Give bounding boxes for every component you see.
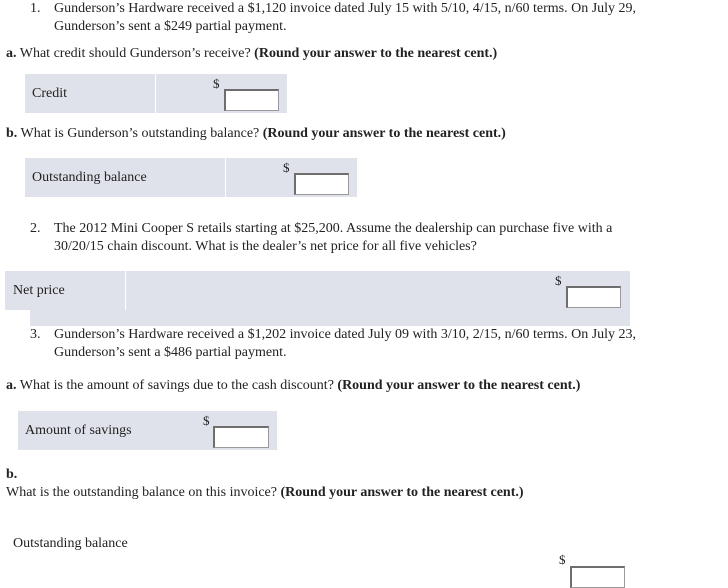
part-b-letter-line	[6, 466, 17, 484]
round-instruction: (Round your answer to the nearest cent.)	[262, 126, 506, 141]
net-price-answer-cell	[125, 271, 630, 310]
round-instruction: (Round your answer to the nearest cent.)	[337, 378, 581, 393]
part-b-question	[6, 125, 506, 143]
net-price-row-bottom-band	[30, 310, 630, 326]
question-text: What is the amount of savings due to the cash discount?	[19, 378, 334, 393]
dollar-sign: $	[203, 413, 210, 428]
question-text: What is the outstanding balance on this invoice?	[6, 485, 277, 500]
credit-answer-cell	[155, 74, 287, 113]
problem-text: Gunderson’s Hardware received a $1,202 invoice dated July 09 with 3/10, 2/15, n/60 terms. On July 23, Gunderson’s sent a $486 partial payment.	[54, 327, 637, 360]
amount-of-savings-answer-cell	[153, 411, 277, 450]
outstanding-balance-row	[25, 158, 357, 197]
problem-number: 1.	[30, 1, 41, 16]
dollar-sign: $	[283, 160, 290, 175]
credit-input[interactable]	[224, 89, 279, 111]
outstanding-balance-input[interactable]	[294, 173, 349, 195]
dollar-sign: $	[559, 552, 566, 567]
outstanding-balance-label-3b: Outstanding balance	[13, 536, 128, 551]
credit-row	[25, 74, 287, 113]
part-letter: a.	[6, 378, 17, 393]
problem-text: The 2012 Mini Cooper S retails starting at $25,200. Assume the dealership can purchase five with a 30/20/15 chain discount. What is the dealer’s net price for all five vehicles?	[54, 221, 613, 254]
part-a-question	[6, 377, 580, 395]
outstanding-balance-answer-cell	[225, 158, 357, 197]
net-price-input[interactable]	[566, 286, 621, 308]
net-price-row	[5, 271, 630, 310]
part-letter: b.	[6, 467, 18, 482]
problem-1	[30, 0, 640, 36]
round-instruction: (Round your answer to the nearest cent.)	[280, 485, 524, 500]
part-a-question	[6, 45, 497, 63]
round-instruction: (Round your answer to the nearest cent.)	[254, 46, 498, 61]
amount-of-savings-label: Amount of savings	[25, 422, 132, 438]
problem-3	[30, 326, 640, 362]
outstanding-balance-label: Outstanding balance	[32, 169, 147, 185]
part-letter: b.	[6, 126, 18, 141]
part-b-question	[6, 484, 524, 502]
credit-label: Credit	[32, 85, 67, 101]
dollar-sign: $	[213, 76, 220, 91]
net-price-label: Net price	[13, 282, 65, 298]
part-letter: a.	[6, 46, 17, 61]
amount-of-savings-row	[18, 411, 277, 450]
outstanding-balance-input-3b[interactable]	[570, 566, 625, 588]
problem-number: 2.	[30, 221, 41, 236]
problem-number: 3.	[30, 327, 41, 342]
problem-2	[30, 220, 620, 256]
problem-text: Gunderson’s Hardware received a $1,120 invoice dated July 15 with 5/10, 4/15, n/60 terms. On July 29, Gunderson’s sent a $249 partial payment.	[54, 1, 637, 34]
dollar-sign: $	[555, 273, 562, 288]
question-text: What credit should Gunderson’s receive?	[19, 46, 251, 61]
question-text: What is Gunderson’s outstanding balance?	[20, 126, 260, 141]
amount-of-savings-input[interactable]	[213, 426, 269, 448]
